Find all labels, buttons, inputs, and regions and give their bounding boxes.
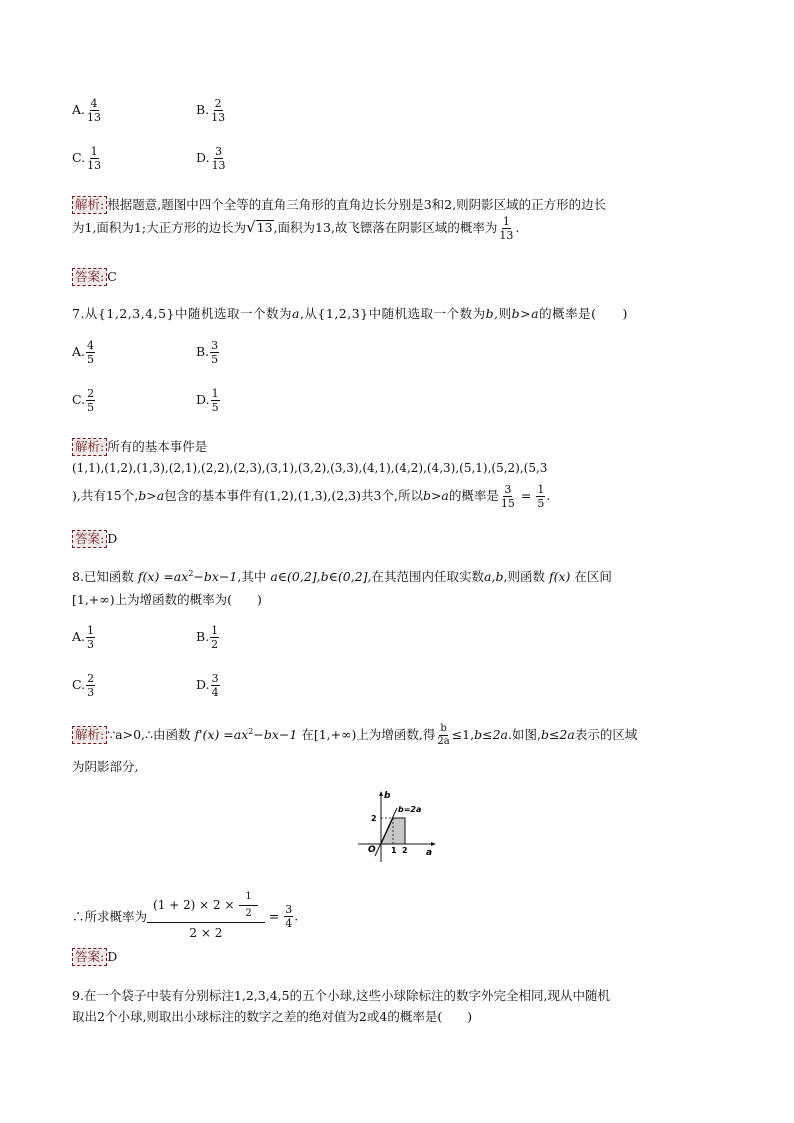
q6-option-b: B. $\frac{2}{13}$ — [196, 97, 226, 124]
q8-analysis-line2: 为阴影部分, — [72, 759, 139, 774]
q6-option-a: A. $\frac{4}{13}$ — [72, 97, 102, 124]
x-tick-1: 1 — [391, 846, 397, 855]
y-axis-arrow — [379, 791, 383, 796]
x-axis-arrow — [431, 842, 436, 846]
q8-conclusion: ∴所求概率为 (1 + 2) × 2 × $\frac{1}{2}$ 2 × 2 = $\frac{3}{4}$ . — [72, 891, 299, 940]
q7-option-c: C. $\frac{2}{5}$ — [72, 387, 95, 414]
q7-answer: 答案: D — [72, 530, 117, 548]
answer-tag: 答案: — [72, 948, 107, 966]
sqrt-13: √ 13 — [246, 218, 273, 236]
q6-option-c: C. $\frac{1}{13}$ — [72, 145, 102, 172]
region-figure — [352, 788, 442, 864]
axis-a-label: a — [426, 848, 433, 858]
y-tick-2: 2 — [371, 814, 377, 823]
q9-stem-line1: 9.在一个袋子中装有分别标注1,2,3,4,5的五个小球,这些小球除标注的数字外完全相同,现从中随机 — [72, 988, 611, 1003]
q7-analysis-line1: 解析: 所有的基本事件是 — [72, 437, 207, 456]
q8-stem-line2: [1,+∞)上为增函数的概率为( ) — [72, 592, 262, 607]
q8-option-b: B. $\frac{1}{2}$ — [196, 624, 219, 651]
q6-option-d: D. $\frac{3}{13}$ — [196, 145, 226, 172]
q8-stem-line1: 8.已知函数 $f(x) =ax^2-bx-1$,其中 a∈(0,2],b∈(0,2],在其范围内任取实数a,b,则函数 f(x) 在区间 — [72, 568, 612, 584]
x-tick-2: 2 — [402, 846, 408, 855]
answer-tag: 答案: — [72, 530, 107, 548]
q8-answer: 答案: D — [72, 948, 117, 966]
q6-analysis-line1: 解析: 根据题意,题图中四个全等的直角三角形的直角边长分别是3和2,则阴影区域的正方形的边长 — [72, 195, 606, 214]
line-label: b=2a — [398, 805, 422, 814]
q7-option-d: D. $\frac{1}{5}$ — [196, 387, 219, 414]
analysis-tag: 解析: — [72, 726, 107, 744]
q7-analysis-line3: ),共有15个,b>a包含的基本事件有(1,2),(1,3),(2,3)共3个,所以b>a的概率是 $\frac{3}{15}$ = $\frac{1}{5}$ . — [72, 483, 551, 510]
q7-option-a: A. $\frac{4}{5}$ — [72, 339, 95, 366]
q8-option-d: D. $\frac{3}{4}$ — [196, 672, 219, 699]
q8-option-a: A. $\frac{1}{3}$ — [72, 624, 95, 651]
q6-answer: 答案: C — [72, 268, 117, 286]
q9-stem-line2: 取出2个小球,则取出小球标注的数字之差的绝对值为2或4的概率是( ) — [72, 1009, 473, 1024]
q7-analysis-line2: (1,1),(1,2),(1,3),(2,1),(2,2),(2,3),(3,1),(3,2),(3,3),(4,1),(4,2),(4,3),(5,1),(5,2),(5,3 — [72, 461, 548, 475]
analysis-tag: 解析: — [72, 196, 107, 214]
analysis-tag: 解析: — [72, 438, 107, 456]
q7-option-b: B. $\frac{3}{5}$ — [196, 339, 219, 366]
axis-b-label: b — [384, 791, 391, 801]
q7-stem: 7.从{1,2,3,4,5}中随机选取一个数为a,从{1,2,3}中随机选取一个数为b,则b>a的概率是( ) — [72, 306, 628, 321]
answer-tag: 答案: — [72, 268, 107, 286]
origin-label: O — [368, 845, 376, 855]
q8-analysis-line1: 解析: ∵a>0,∴由函数 $f'(x) =ax^2-bx-1$ 在[1,+∞)上为增函数,得 $\frac{b}{2a}$ ≤1,b≤2a.如图,b≤2a表示的区域 — [72, 724, 637, 747]
q8-option-c: C. $\frac{2}{3}$ — [72, 672, 95, 699]
q6-analysis-line2: 为1,面积为1;大正方形的边长为 √ 13 ,面积为13,故飞镖落在阴影区域的概率为 $\frac{1}{13}$ . — [72, 215, 520, 242]
